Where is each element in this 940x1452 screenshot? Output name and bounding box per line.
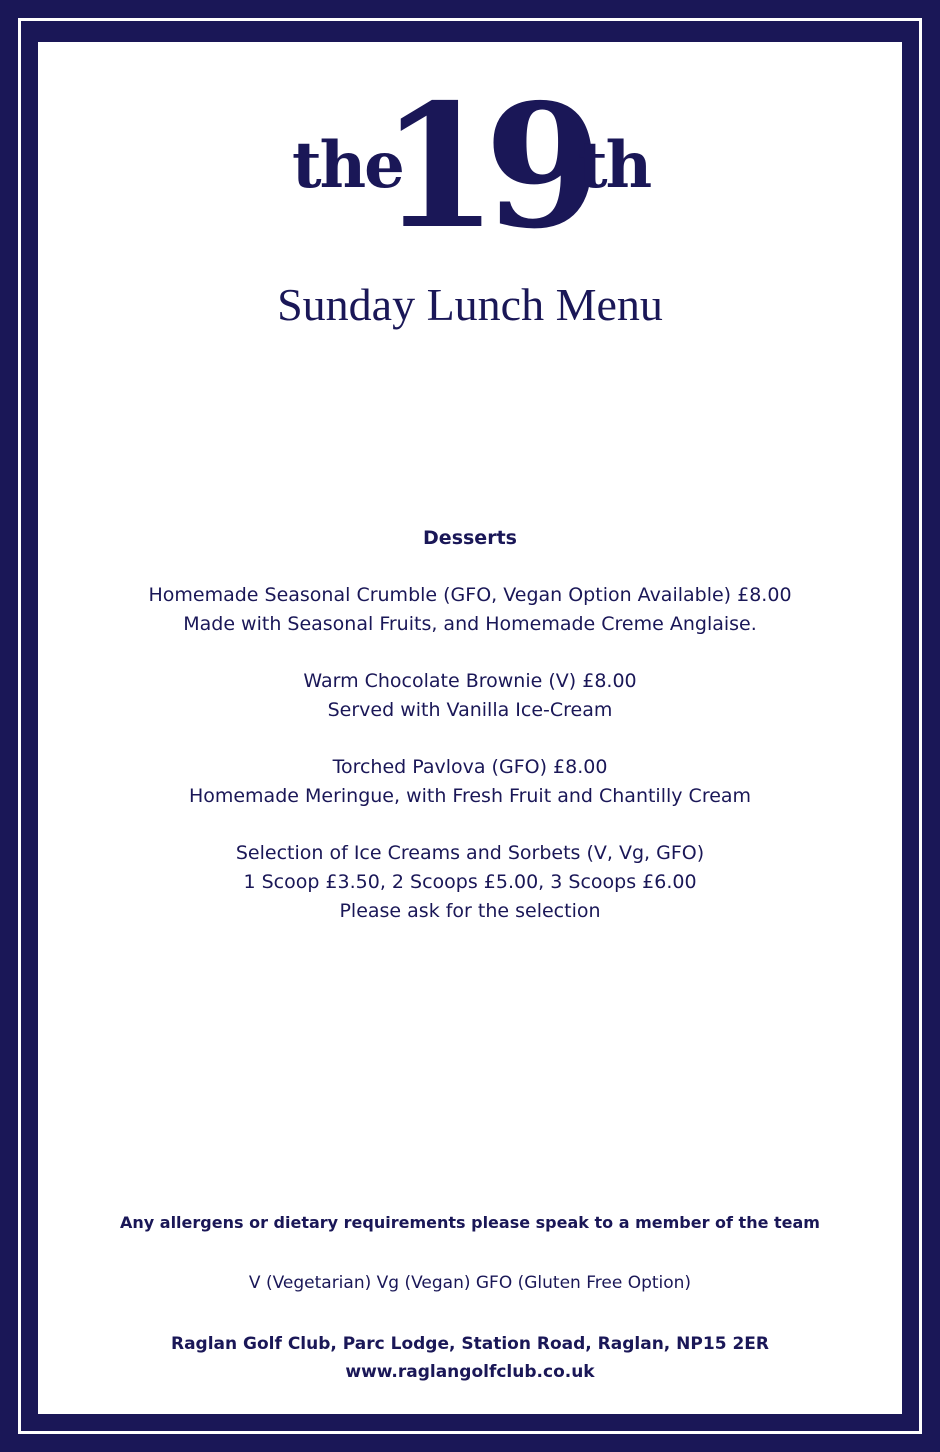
allergen-note: Any allergens or dietary requirements please speak to a member of the team bbox=[120, 1213, 820, 1232]
item-name-price: Warm Chocolate Brownie (V) £8.00 bbox=[303, 670, 637, 692]
menu-item-ice-creams bbox=[38, 839, 902, 926]
the-19th-logo bbox=[38, 42, 902, 272]
logo-prefix: the bbox=[292, 128, 403, 203]
logo-suffix: th bbox=[578, 128, 651, 203]
item-name-price: Torched Pavlova (GFO) £8.00 bbox=[332, 756, 608, 778]
desserts-section bbox=[38, 524, 902, 954]
item-description: Served with Vanilla Ice-Cream bbox=[327, 699, 613, 721]
menu-item-crumble bbox=[38, 581, 902, 639]
menu-item-pavlova bbox=[38, 753, 902, 811]
menu-page bbox=[38, 42, 902, 1414]
item-name: Selection of Ice Creams and Sorbets (V, Vg, GFO) bbox=[235, 842, 705, 864]
section-heading: Desserts bbox=[423, 527, 517, 549]
menu-item-brownie bbox=[38, 667, 902, 725]
menu-title: Sunday Lunch Menu bbox=[277, 279, 663, 330]
item-name-price: Homemade Seasonal Crumble (GFO, Vegan Option Available) £8.00 bbox=[148, 584, 792, 606]
contact-block bbox=[38, 1330, 902, 1386]
logo-number: 19 bbox=[380, 67, 589, 267]
item-prices: 1 Scoop £3.50, 2 Scoops £5.00, 3 Scoops £6.00 bbox=[243, 871, 697, 893]
club-website: www.raglangolfclub.co.uk bbox=[345, 1362, 595, 1382]
club-address: Raglan Golf Club, Parc Lodge, Station Road, Raglan, NP15 2ER bbox=[171, 1334, 769, 1354]
item-description: Homemade Meringue, with Fresh Fruit and Chantilly Cream bbox=[188, 785, 752, 807]
dietary-legend: V (Vegetarian) Vg (Vegan) GFO (Gluten Free Option) bbox=[248, 1273, 692, 1293]
item-description: Please ask for the selection bbox=[339, 900, 601, 922]
item-description: Made with Seasonal Fruits, and Homemade Creme Anglaise. bbox=[183, 613, 757, 635]
